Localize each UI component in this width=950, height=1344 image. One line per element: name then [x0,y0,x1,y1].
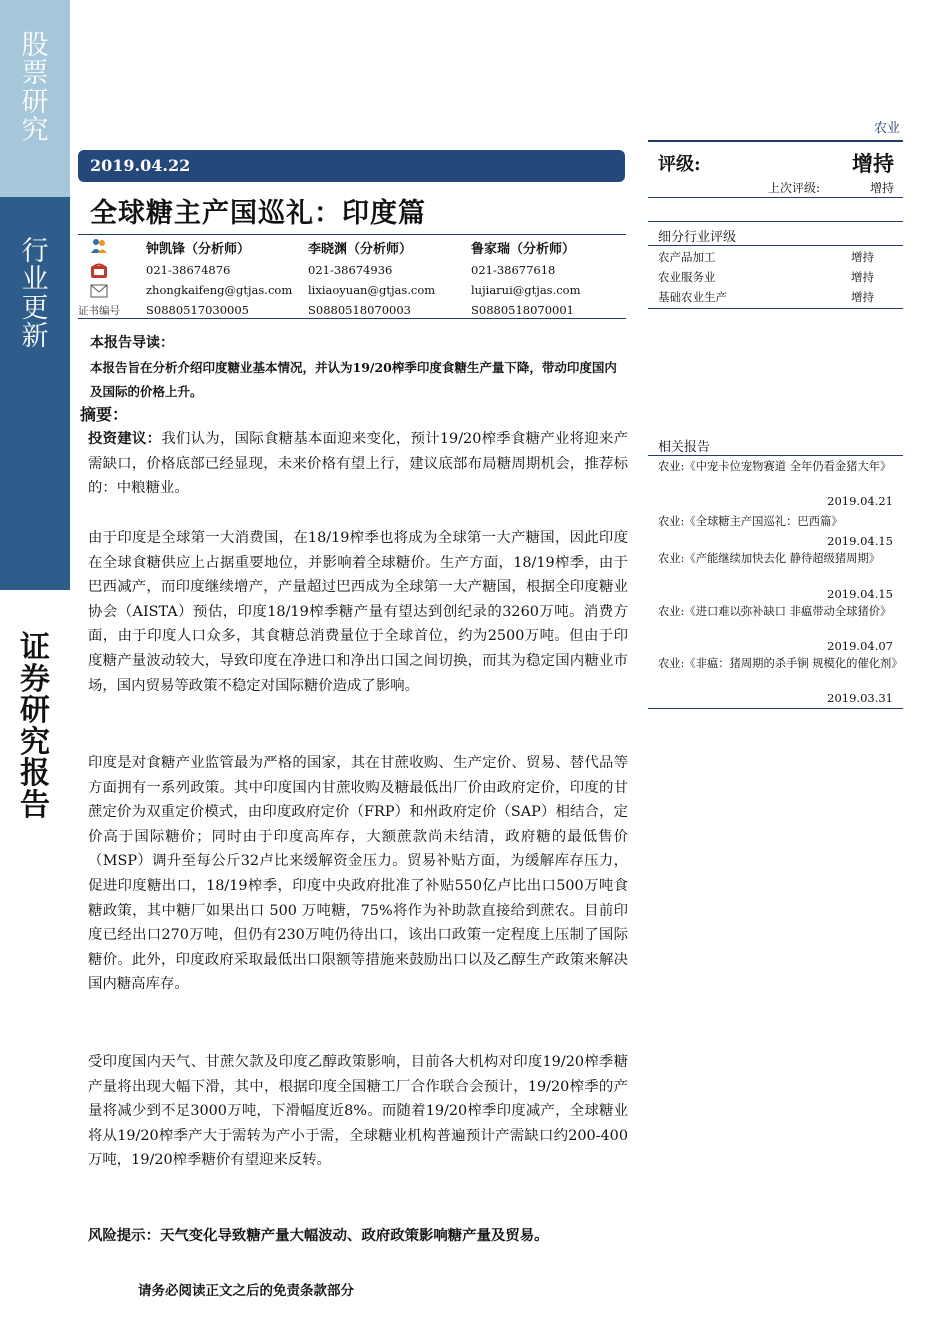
related-bottom-rule [648,708,903,709]
report-title: 全球糖主产国巡礼：印度篇 [90,198,426,229]
analyst-cert-row [78,303,626,323]
analyst-cert: S0880517030005 [146,303,249,317]
mail-icon [90,283,108,299]
related-report-link[interactable]: 农业:《中宠卡位宠物赛道 全年仍看金猪大年》 [658,460,892,473]
sub-rating-row [658,289,888,305]
related-report-link[interactable]: 农业:《进口难以弥补缺口 非瘟带动全球猪价》 [658,605,892,618]
paragraph-text: 印度是对食糖产业监管最为严格的国家，其在甘蔗收购、生产定价、贸易、替代品等方面拥有一系列政策。其中印度国内甘蔗收购及糖最低出厂价由政府定价，印度的甘蔗定价为双重定价模式，由印度政府定价（FRP）和州政府定价（SAP）相结合，定价高于国际糖价；同时由于印度高库存，大额蔗款尚未结清，政府糖的最低售价（MSP）调升至每公斤32卢比来缓解资金压力。贸易补贴方面，为缓解库存压力，促进印度糖出口，18/19榨季，印度中央政府批准了补贴550亿卢比出口500万吨食糖政策，其中糖厂如果出口 500 万吨糖，75%将作为补助款直接给到蔗农。目前印度已经出口270万吨，但仍有230万吨仍待出口，该出口政策一定程度上压制了国际糖价。此外，印度政府采取最低出口限额等措施来鼓励出口以及乙醇生产政策来解决国内糖高库存。 [88,755,628,993]
analyst-cert: S0880518070003 [308,303,411,317]
rating-label: 评级: [658,154,701,175]
sub-rating-name: 基础农业生产 [658,290,727,304]
related-report-link[interactable]: 农业:《全球糖主产国巡礼：巴西篇》 [658,515,843,528]
paragraph-investment-advice [88,427,628,501]
sub-rating-title: 细分行业评级 [658,230,737,245]
related-report-date: 2019.03.31 [827,691,893,705]
related-report-date: 2019.04.15 [827,587,893,601]
analyst-rule [78,318,626,319]
sub-rating-name: 农产品加工 [658,250,716,264]
sidebar-label-industry-update: 行 业 更 新 [21,236,49,353]
sub-rating-top-rule [648,221,903,222]
analyst-email-row [78,283,626,303]
paragraph-production [88,526,628,698]
cert-label: 证书编号 [78,305,120,317]
paragraph-text: 受印度国内天气、甘蔗欠款及印度乙醇政策影响，目前各大机构对印度19/20榨季糖产量将出现大幅下滑，其中，根据印度全国糖工厂合作联合会预计，19/20榨季的产量将减少到不足3000万吨，下滑幅度近8%。而随着19/20榨季印度减产，全球糖业将从19/20榨季产大于需转为产小于需，全球糖业机构普遍预计产需缺口约200-400万吨，19/20榨季糖价有望迎来反转。 [88,1054,628,1169]
sub-rating-value: 增持 [851,290,874,304]
analyst-phone: 021-38674936 [308,263,393,277]
analyst-email[interactable]: lujiarui@gtjas.com [471,283,581,297]
sub-rating-head-rule [648,245,903,246]
rating-value: 增持 [852,151,894,176]
analyst-name: 钟凯锋（分析师） [146,242,251,257]
report-date: 2019.04.22 [90,156,191,175]
paragraph-text: 我们认为，国际食糖基本面迎来变化，预计19/20榨季食糖产业将迎来产需缺口，价格底部已经显现，未来价格有望上行，建议底部布局糖周期机会，推荐标的：中粮糖业。 [88,431,628,497]
analyst-email[interactable]: lixiaoyuan@gtjas.com [308,283,436,297]
related-report-link[interactable]: 农业:《非瘟：猪周期的杀手锏 规模化的催化剂》 [658,657,903,670]
paragraph-policy [88,751,628,997]
rating-rule [648,197,903,198]
sidebar-label-report-type: 证 券 研 究 报 告 [20,630,50,823]
sub-rating-bottom-rule [648,308,903,309]
sidebar-label-stock-research: 股 票 研 究 [21,30,49,147]
sub-rating-row [658,269,888,285]
analyst-phone: 021-38677618 [471,263,556,277]
analyst-email[interactable]: zhongkaifeng@gtjas.com [146,283,293,297]
sidebar [0,0,70,1344]
sub-rating-row [658,249,888,265]
paragraph-text: 天气变化导致糖产量大幅波动、政府政策影响糖产量及贸易。 [159,1227,549,1244]
sub-rating-value: 增持 [851,250,874,264]
analyst-phone: 021-38674876 [146,263,231,277]
previous-rating-value: 增持 [869,181,894,195]
paragraph-outlook [88,1050,628,1173]
related-report-date: 2019.04.07 [827,639,893,653]
paragraph-text: 由于印度是全球第一大消费国，在18/19榨季也将成为全球第一大产糖国，因此印度在全球食糖供应上占据重要地位，并影响着全球糖价。生产方面，18/19榨季，由于巴西减产，而印度继续增产，产量超过巴西成为全球第一大产糖国，根据全印度糖业协会（AISTA）预估，印度18/19榨季糖产量有望达到创纪录的3260万吨。消费方面，由于印度人口众多，其食糖总消费量位于全球首位，约为2500万吨。但由于印度糖产量波动较大，导致印度在净进口和净出口国之间切换，而其为稳定国内糖业市场，国内贸易等政策不稳定对国际糖价造成了影响。 [88,530,628,694]
analyst-name-row [78,238,626,258]
title-rule [78,234,626,235]
header-rule [648,140,903,142]
analyst-cert: S0880518070001 [471,303,574,317]
related-head-rule [648,455,903,456]
sub-rating-value: 增持 [851,270,874,284]
disclaimer-footer: 请务必阅读正文之后的免责条款部分 [138,1283,354,1299]
sub-rating-name: 农业服务业 [658,270,716,284]
analyst-phone-row [78,263,626,283]
sector-label: 农业 [873,121,900,136]
paragraph-lead: 风险提示： [88,1227,160,1244]
summary-title: 摘要： [80,405,129,424]
phone-icon [90,263,108,279]
paragraph-lead: 投资建议： [88,430,162,447]
related-report-date: 2019.04.21 [827,494,893,508]
related-report-date: 2019.04.15 [827,534,893,548]
related-report-link[interactable]: 农业:《产能继续加快去化 静待超级猪周期》 [658,552,881,565]
related-reports-title: 相关报告 [658,440,711,455]
analyst-name: 鲁家瑞（分析师） [471,242,576,257]
intro-title: 本报告导读： [90,335,174,351]
analyst-name: 李晓渊（分析师） [308,242,413,257]
previous-rating-label: 上次评级: [768,181,821,195]
paragraph-risk [88,1224,628,1249]
intro-text: 本报告旨在分析介绍印度糖业基本情况，并认为19/20榨季印度食糖生产量下降，带动印度国内及国际的价格上升。 [90,360,617,399]
date-bar [78,150,625,182]
people-icon [90,238,108,254]
